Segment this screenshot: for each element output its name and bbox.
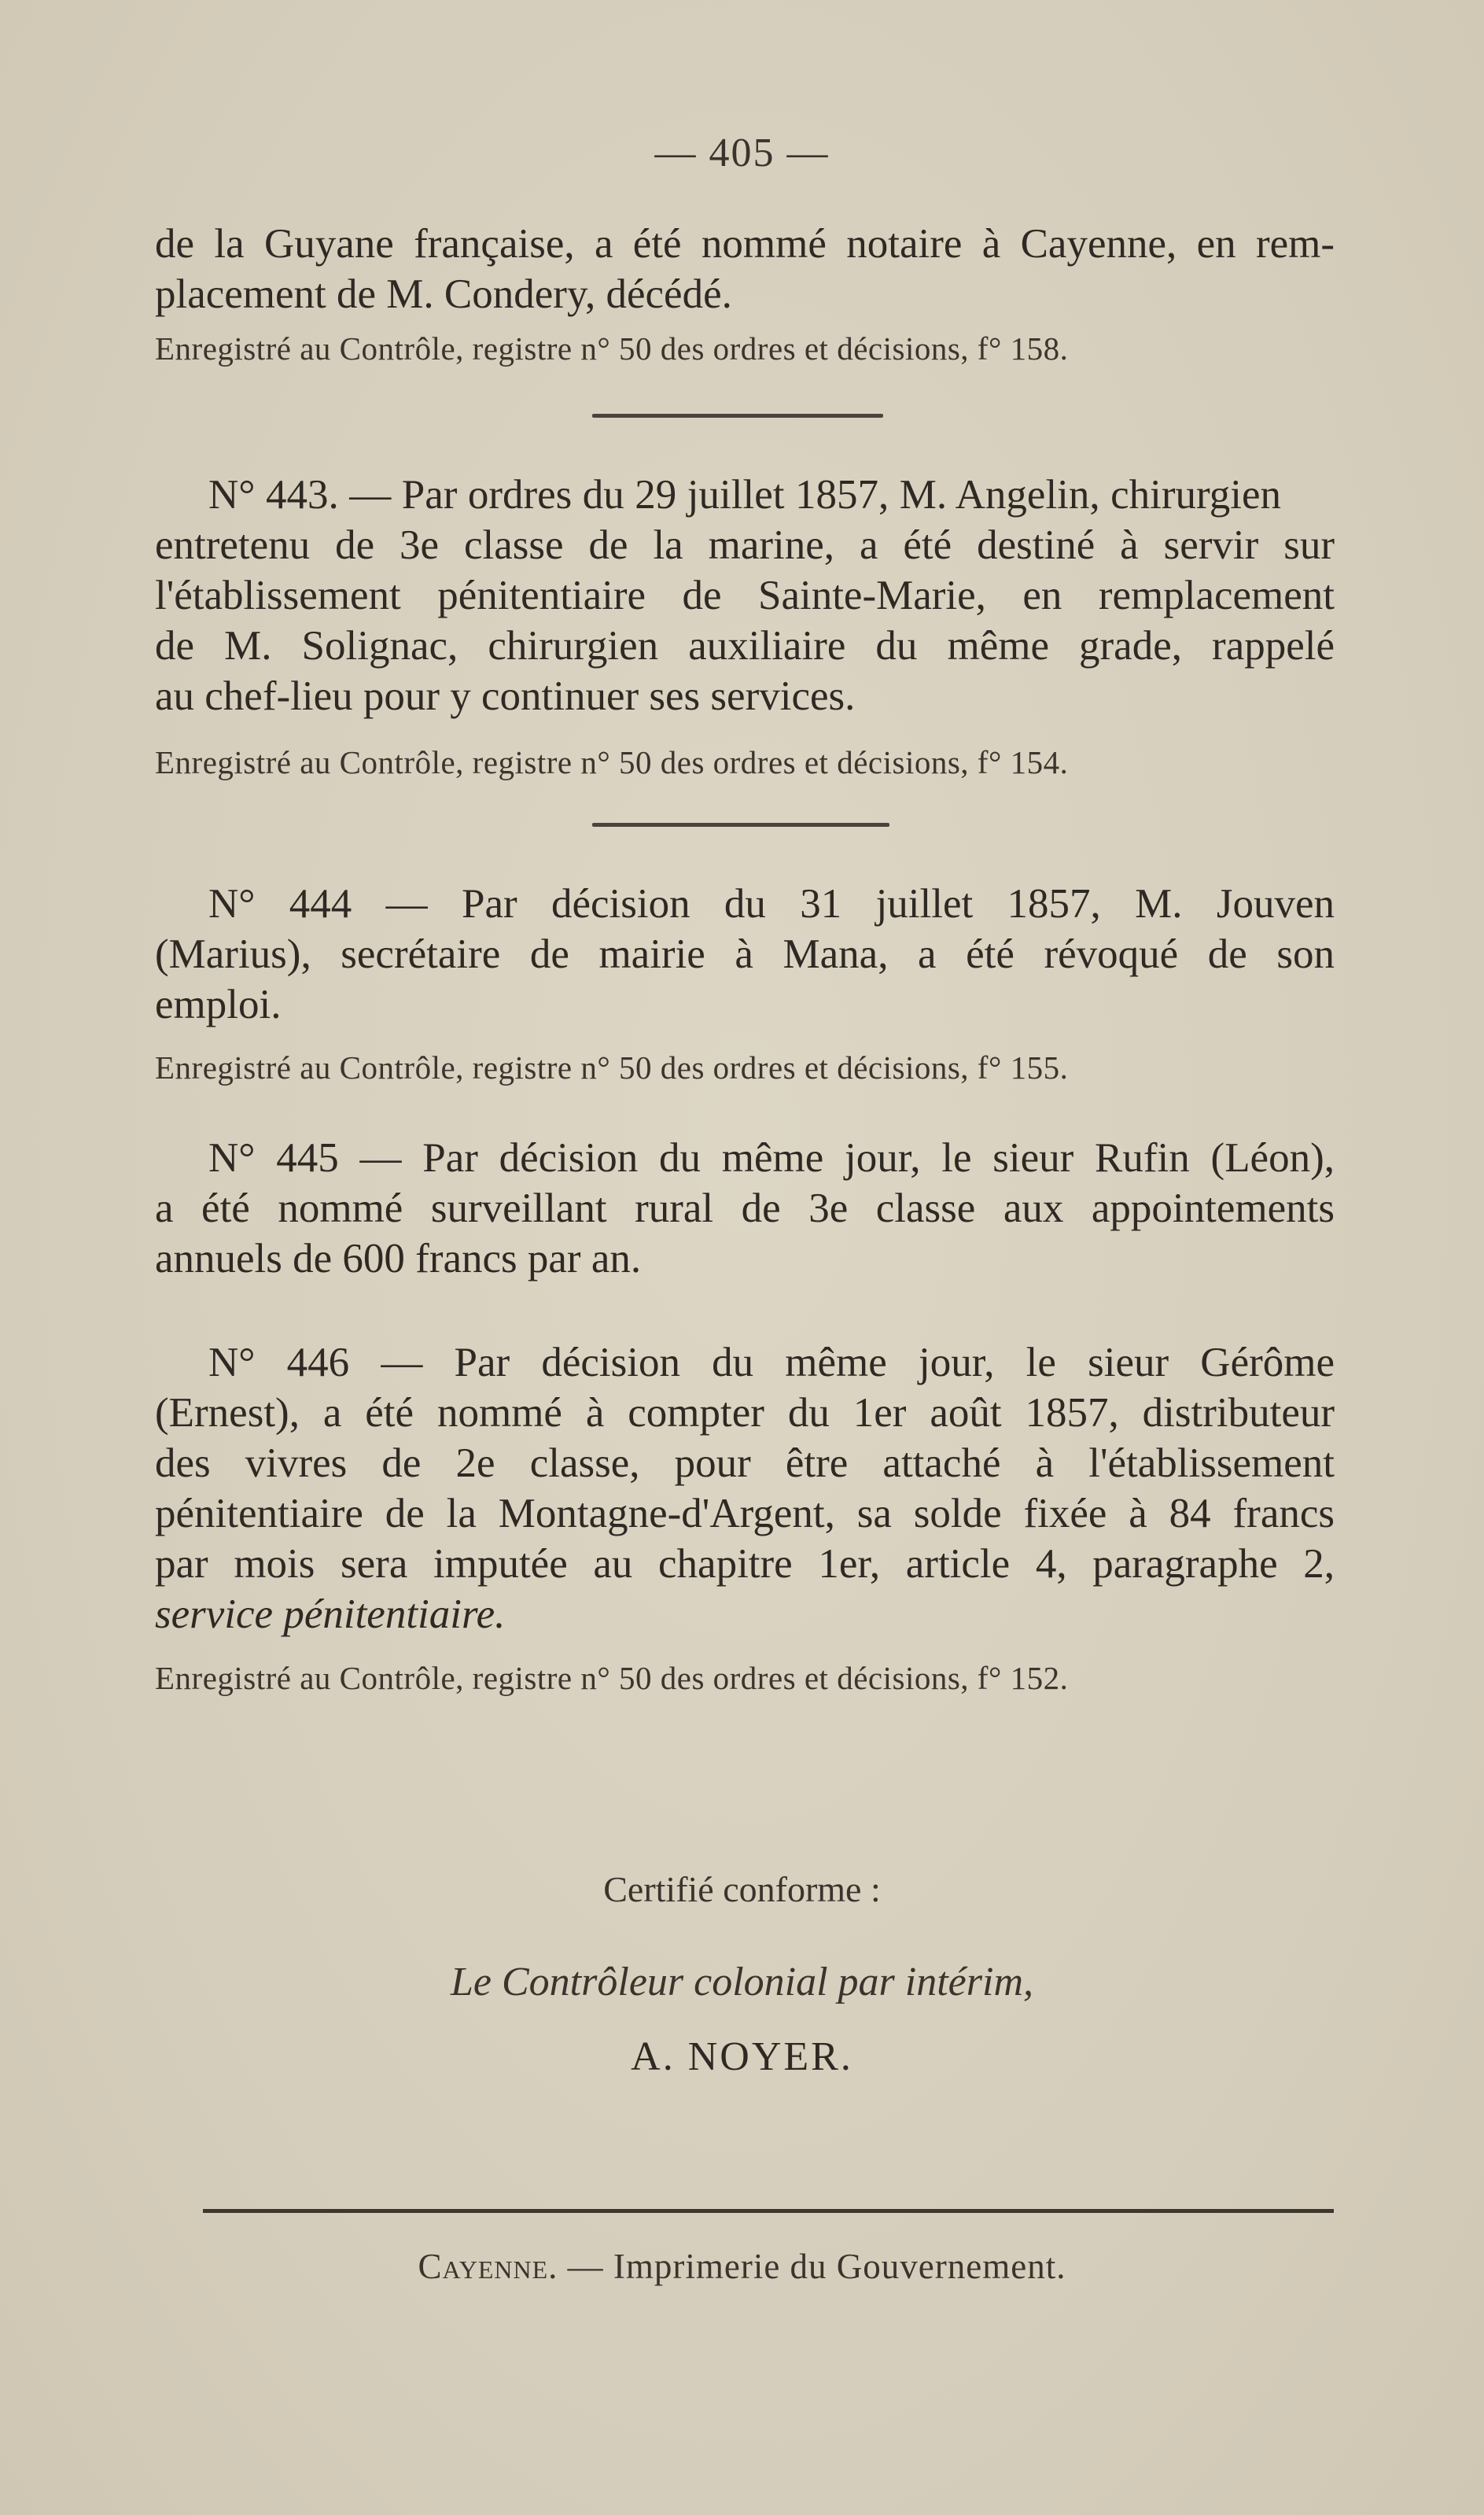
footer-printer: Imprimerie du Gouvernement. <box>613 2247 1066 2286</box>
entry-line: (Ernest), a été nommé à compter du 1er août 1857, distributeur <box>155 1390 1335 1436</box>
entry-line: N° 445 — Par décision du même jour, le sieur Rufin (Léon), <box>208 1135 1335 1181</box>
footer-separator: — <box>558 2247 613 2286</box>
entry-line: N° 444 — Par décision du 31 juillet 1857, M. Jouven <box>208 881 1335 927</box>
footer-place: Cayenne. <box>418 2247 558 2286</box>
entry-line: par mois sera imputée au chapitre 1er, article 4, paragraphe 2, <box>155 1541 1335 1587</box>
registration-note: Enregistré au Contrôle, registre n° 50 des ordres et décisions, f° 152. <box>155 1660 1069 1696</box>
signatory-title: Le Contrôleur colonial par intérim, <box>451 1960 1033 2004</box>
signatory-name: A. NOYER. <box>631 2034 853 2079</box>
entry-line: N° 446 — Par décision du même jour, le sieur Gérôme <box>208 1340 1335 1385</box>
entry-line: de la Guyane française, a été nommé notaire à Cayenne, en rem- <box>155 221 1335 267</box>
entry-line: (Marius), secrétaire de mairie à Mana, a été révoqué de son <box>155 931 1335 977</box>
section-divider <box>592 414 883 418</box>
entry-continuation <box>155 219 1335 319</box>
registration-note: Enregistré au Contrôle, registre n° 50 des ordres et décisions, f° 154. <box>155 744 1069 780</box>
certification-label: Certifié conforme : <box>603 1869 881 1909</box>
entry-line: l'établissement pénitentiaire de Sainte-Marie, en remplacement <box>155 573 1335 618</box>
page-number: — 405 — <box>654 131 830 175</box>
entry-line: pénitentiaire de la Montagne-d'Argent, sa solde fixée à 84 francs <box>155 1491 1335 1536</box>
entry-line: N° 443. — Par ordres du 29 juillet 1857, M. Angelin, chirurgien <box>208 472 1281 518</box>
entry-line: des vivres de 2e classe, pour être attaché à l'établissement <box>155 1440 1335 1486</box>
entry-446 <box>155 1337 1335 1639</box>
entry-line: placement de M. Condery, décédé. <box>155 271 732 317</box>
entry-line: entretenu de 3e classe de la marine, a été destiné à servir sur <box>155 522 1335 568</box>
footer-divider <box>203 2209 1334 2213</box>
registration-note: Enregistré au Contrôle, registre n° 50 des ordres et décisions, f° 155. <box>155 1049 1069 1086</box>
entry-line: annuels de 600 francs par an. <box>155 1236 642 1281</box>
entry-line: service pénitentiaire. <box>155 1591 506 1637</box>
entry-line: emploi. <box>155 982 282 1027</box>
entry-445 <box>155 1133 1335 1284</box>
entry-444 <box>155 879 1335 1030</box>
entry-line: a été nommé surveillant rural de 3e classe aux appointements <box>155 1186 1335 1231</box>
entry-line: de M. Solignac, chirurgien auxiliaire du même grade, rappelé <box>155 623 1335 669</box>
entry-443 <box>155 470 1335 721</box>
entry-line: au chef-lieu pour y continuer ses services. <box>155 673 856 719</box>
printer-footer <box>0 2246 1484 2287</box>
registration-note: Enregistré au Contrôle, registre n° 50 des ordres et décisions, f° 158. <box>155 330 1069 367</box>
section-divider <box>592 823 889 827</box>
